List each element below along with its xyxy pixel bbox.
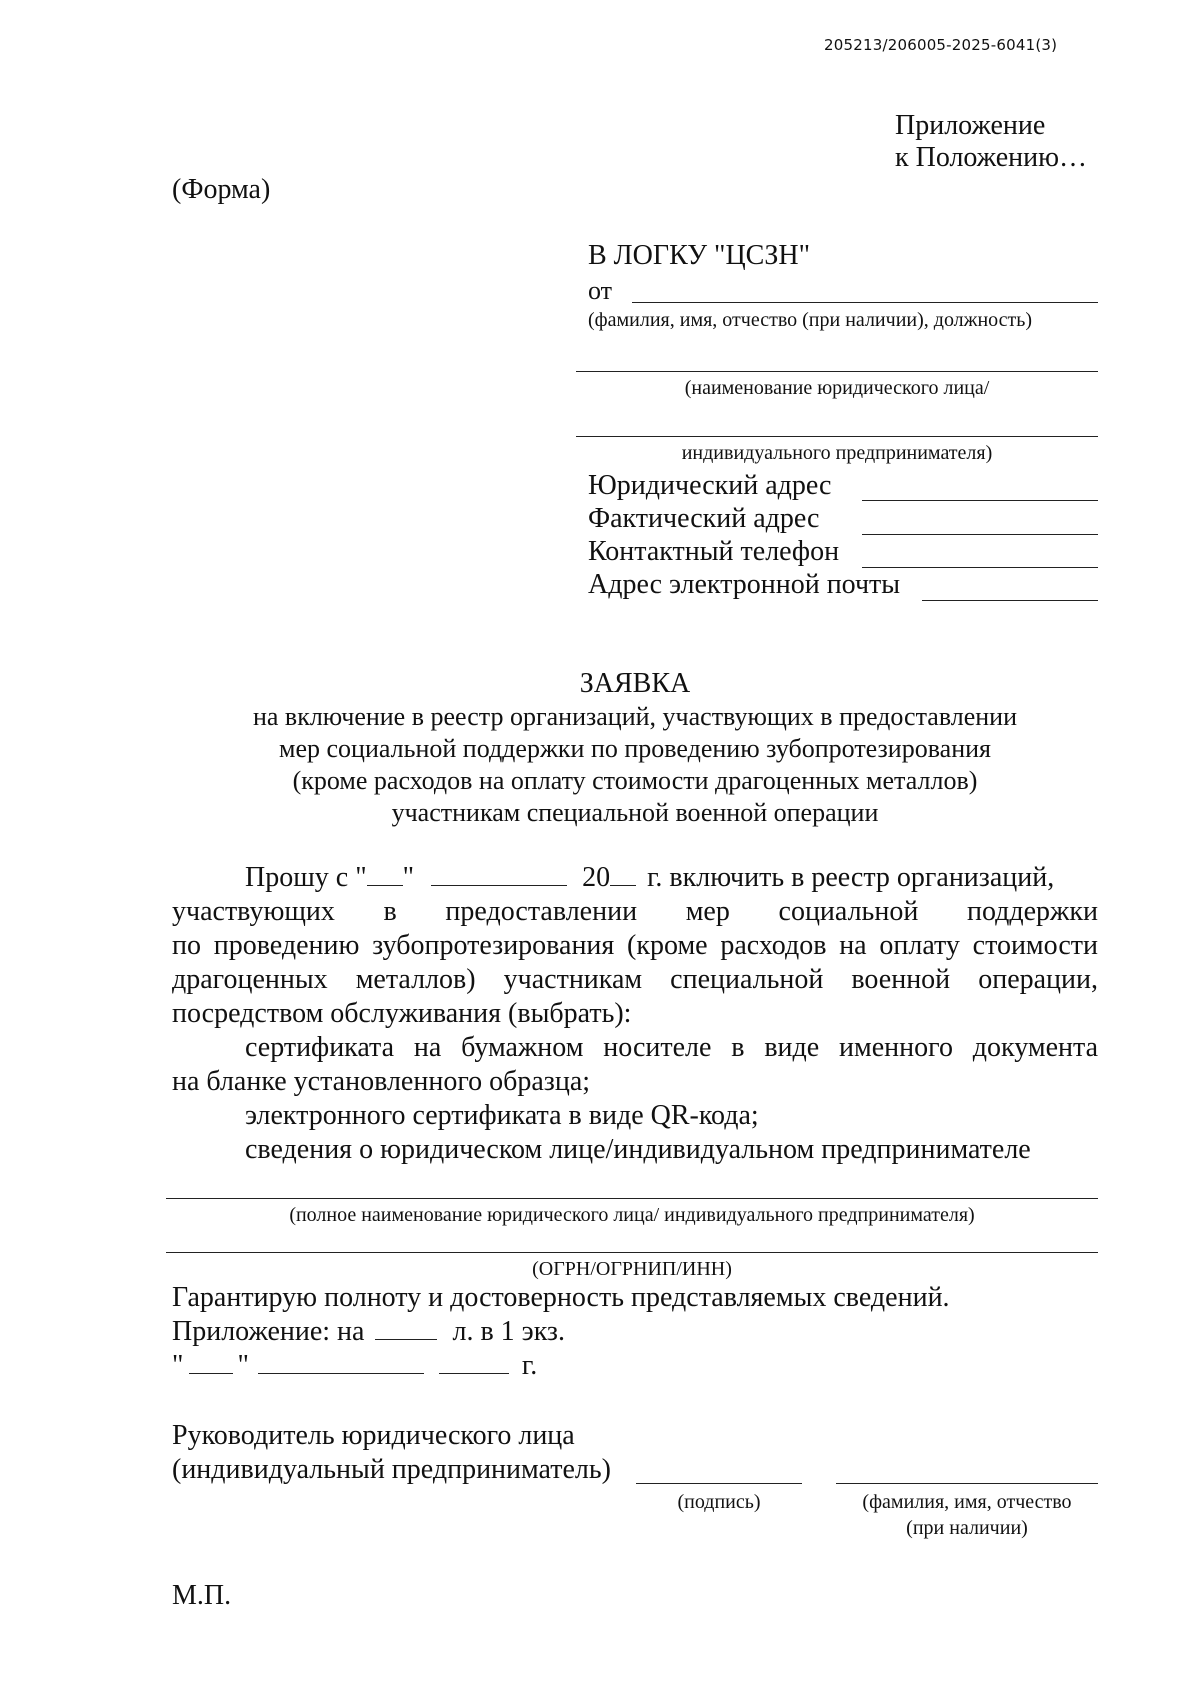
email-field[interactable] xyxy=(922,600,1098,601)
org-name-field-1[interactable] xyxy=(576,371,1098,372)
ogrn-field[interactable] xyxy=(166,1252,1098,1253)
date-month-field[interactable] xyxy=(258,1351,424,1374)
attachment-prefix: Приложение: на xyxy=(172,1316,365,1347)
request-day-field[interactable] xyxy=(367,863,403,886)
attachment-suffix: л. в 1 экз. xyxy=(452,1316,565,1347)
request-line-1 xyxy=(245,862,1054,894)
request-suffix: г. включить в реестр организаций, xyxy=(647,862,1055,893)
appendix-reference: к Положению… xyxy=(895,142,1088,173)
guarantee-text: Гарантирую полноту и достоверность представляемых сведений. xyxy=(172,1282,950,1313)
actual-address-field[interactable] xyxy=(862,534,1098,535)
attachment-line xyxy=(172,1316,565,1348)
title-line-1: на включение в реестр организаций, участвующих в предоставлении xyxy=(252,702,1018,731)
org-full-name-field[interactable] xyxy=(166,1198,1098,1199)
request-line-5: посредством обслуживания (выбрать): xyxy=(172,998,632,1029)
phone-field[interactable] xyxy=(862,567,1098,568)
form-label: (Форма) xyxy=(172,174,271,205)
org-name-field-2[interactable] xyxy=(576,436,1098,437)
date-year-field[interactable] xyxy=(439,1351,509,1374)
addressee-title: В ЛОГКУ "ЦСЗН" xyxy=(588,240,811,271)
signature-hint: (подпись) xyxy=(677,1491,761,1513)
appendix-title: Приложение xyxy=(895,110,1046,141)
request-year-prefix: 20 xyxy=(582,862,611,893)
date-day-field[interactable] xyxy=(189,1351,233,1374)
ogrn-hint: (ОГРН/ОГРНИП/ИНН) xyxy=(532,1258,732,1280)
signer-name-field[interactable] xyxy=(836,1483,1098,1484)
date-quote-close: " xyxy=(237,1350,249,1381)
request-quote: " xyxy=(402,862,415,893)
fio-hint: (фамилия, имя, отчество (при наличии), должность) xyxy=(588,309,1033,331)
request-year-field[interactable] xyxy=(610,863,636,886)
date-line xyxy=(172,1350,537,1382)
option-qr-certificate[interactable]: электронного сертификата в виде QR-кода; xyxy=(245,1100,759,1131)
request-month-field[interactable] xyxy=(431,863,567,886)
from-label: от xyxy=(588,276,613,305)
title-line-3: (кроме расходов на оплату стоимости драгоценных металлов) xyxy=(292,766,978,795)
request-line-3: по проведению зубопротезирования (кроме расходов на оплату стоимости xyxy=(172,930,1098,961)
option-paper-certificate-cont: на бланке установленного образца; xyxy=(172,1066,591,1097)
from-fio-field[interactable] xyxy=(632,302,1098,303)
email-label: Адрес электронной почты xyxy=(588,569,901,600)
title-line-2: мер социальной поддержки по проведению зубопротезирования xyxy=(279,734,991,763)
stamp-place: М.П. xyxy=(172,1580,232,1611)
date-quote-open: " xyxy=(172,1350,184,1381)
title-line-4: участникам специальной военной операции xyxy=(391,798,879,827)
head-title-line-1: Руководитель юридического лица xyxy=(172,1420,575,1451)
date-year-suffix: г. xyxy=(521,1350,538,1381)
request-prefix: Прошу с " xyxy=(245,862,367,893)
request-line-4: драгоценных металлов) участникам специальной военной операции, xyxy=(172,964,1098,995)
legal-address-label: Юридический адрес xyxy=(588,470,832,501)
org-full-name-hint: (полное наименование юридического лица/ индивидуального предпринимателя) xyxy=(289,1204,975,1226)
signer-name-hint-1: (фамилия, имя, отчество xyxy=(862,1491,1072,1513)
head-title-line-2: (индивидуальный предприниматель) xyxy=(172,1454,611,1485)
document-id: 205213/206005-2025-6041(3) xyxy=(824,36,1058,54)
signer-name-hint-2: (при наличии) xyxy=(906,1517,1028,1539)
request-line-2: участвующих в предоставлении мер социальной поддержки xyxy=(172,896,1098,927)
org-hint-2: индивидуального предпринимателя) xyxy=(681,442,993,464)
document-title: ЗАЯВКА xyxy=(579,668,691,699)
attachment-pages-field[interactable] xyxy=(375,1317,437,1340)
option-paper-certificate[interactable]: сертификата на бумажном носителе в виде именного документа xyxy=(245,1032,1098,1063)
phone-label: Контактный телефон xyxy=(588,536,840,567)
signature-field[interactable] xyxy=(636,1483,802,1484)
option-org-info[interactable]: сведения о юридическом лице/индивидуальном предпринимателе xyxy=(245,1134,1031,1165)
actual-address-label: Фактический адрес xyxy=(588,503,820,534)
org-hint-1: (наименование юридического лица/ xyxy=(684,377,990,399)
legal-address-field[interactable] xyxy=(862,500,1098,501)
